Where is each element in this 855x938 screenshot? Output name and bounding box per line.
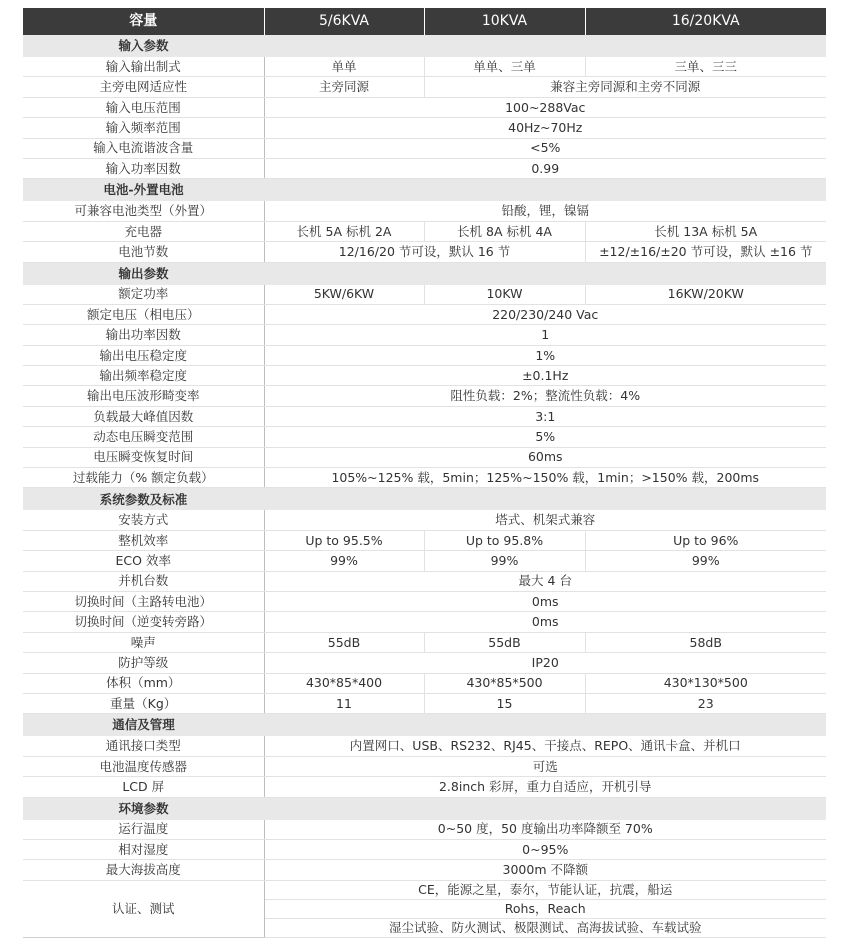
table-row	[23, 158, 826, 178]
row-value: 99%	[585, 551, 826, 571]
row-label: 安装方式	[23, 510, 264, 530]
row-value: 兼容主旁同源和主旁不同源	[424, 77, 826, 97]
row-value: Up to 96%	[585, 530, 826, 550]
row-value: 塔式、机架式兼容	[264, 510, 826, 530]
row-label: ECO 效率	[23, 551, 264, 571]
table-row	[23, 653, 826, 673]
row-label: 切换时间（逆变转旁路）	[23, 612, 264, 632]
table-row	[23, 571, 826, 591]
cert-line: CE，能源之星，泰尔，节能认证，抗震，船运	[264, 880, 826, 899]
row-value: ±12/±16/±20 节可设，默认 ±16 节	[585, 242, 826, 262]
row-label: 运行温度	[23, 820, 264, 840]
table-row	[23, 201, 826, 221]
table-row	[23, 820, 826, 840]
row-value: 0~95%	[264, 839, 826, 859]
row-value: 0~50 度，50 度输出功率降额至 70%	[264, 820, 826, 840]
row-value: Up to 95.8%	[424, 530, 585, 550]
table-header	[23, 8, 826, 35]
row-value: 5KW/6KW	[264, 285, 424, 305]
row-label: 输出功率因数	[23, 325, 264, 345]
table-row	[23, 304, 826, 324]
table-row	[23, 427, 826, 447]
row-value: 15	[424, 693, 585, 713]
row-label: 过载能力（% 额定负载）	[23, 468, 264, 488]
header-model-5-6kva: 5/6KVA	[264, 8, 424, 35]
row-value: 主旁同源	[264, 77, 424, 97]
table-row	[23, 447, 826, 467]
row-value: 430*85*500	[424, 673, 585, 693]
table-body	[23, 35, 826, 937]
row-value: 单单	[264, 57, 424, 77]
row-value: 可选	[264, 756, 826, 776]
row-label: 输入输出制式	[23, 57, 264, 77]
cert-label: 认证、测试	[23, 880, 264, 937]
table-row	[23, 345, 826, 365]
row-label: 最大海拔高度	[23, 860, 264, 880]
header-row	[23, 8, 826, 35]
row-label: 充电器	[23, 221, 264, 241]
table-row	[23, 97, 826, 117]
section-header	[23, 262, 826, 285]
header-model-10kva: 10KVA	[424, 8, 585, 35]
row-value: 40Hz~70Hz	[264, 118, 826, 138]
row-value: 430*85*400	[264, 673, 424, 693]
row-value: 220/230/240 Vac	[264, 304, 826, 324]
row-label: 输出电压稳定度	[23, 345, 264, 365]
table-row	[23, 366, 826, 386]
section-title: 通信及管理	[23, 714, 264, 737]
table-row	[23, 632, 826, 652]
section-fill	[264, 179, 826, 202]
table-row	[23, 612, 826, 632]
row-value: 铅酸，锂，镍镉	[264, 201, 826, 221]
row-value: 430*130*500	[585, 673, 826, 693]
row-value: 100~288Vac	[264, 97, 826, 117]
table-row	[23, 510, 826, 530]
row-value: 16KW/20KW	[585, 285, 826, 305]
section-title: 系统参数及标准	[23, 488, 264, 511]
table-row	[23, 551, 826, 571]
row-value: 2.8inch 彩屏，重力自适应，开机引导	[264, 777, 826, 797]
row-value: 55dB	[424, 632, 585, 652]
row-value: 阻性负载：2%；整流性负载：4%	[264, 386, 826, 406]
table-row	[23, 693, 826, 713]
table-row	[23, 530, 826, 550]
row-label: 通讯接口类型	[23, 736, 264, 756]
row-label: 输入电流谐波含量	[23, 138, 264, 158]
row-label: 动态电压瞬变范围	[23, 427, 264, 447]
table-row	[23, 57, 826, 77]
header-model-16-20kva: 16/20KVA	[585, 8, 826, 35]
row-value: 23	[585, 693, 826, 713]
row-label: 相对湿度	[23, 839, 264, 859]
row-value: 长机 5A 标机 2A	[264, 221, 424, 241]
row-value: 长机 8A 标机 4A	[424, 221, 585, 241]
row-label: 输入频率范围	[23, 118, 264, 138]
table-row	[23, 673, 826, 693]
table-row	[23, 386, 826, 406]
row-value: 长机 13A 标机 5A	[585, 221, 826, 241]
row-label: 体积（mm）	[23, 673, 264, 693]
section-fill	[264, 714, 826, 737]
row-label: 主旁电网适应性	[23, 77, 264, 97]
row-value: 0.99	[264, 158, 826, 178]
table-row	[23, 406, 826, 426]
row-label: 噪声	[23, 632, 264, 652]
row-label: 并机台数	[23, 571, 264, 591]
row-label: 输入功率因数	[23, 158, 264, 178]
section-title: 电池-外置电池	[23, 179, 264, 202]
row-value: 10KW	[424, 285, 585, 305]
row-value: 单单、三单	[424, 57, 585, 77]
section-fill	[264, 262, 826, 285]
row-value: 1%	[264, 345, 826, 365]
row-value: 11	[264, 693, 424, 713]
row-value: 内置网口、USB、RS232、RJ45、干接点、REPO、通讯卡盒、并机口	[264, 736, 826, 756]
spec-table	[23, 8, 826, 938]
row-value: 3000m 不降额	[264, 860, 826, 880]
section-title: 环境参数	[23, 797, 264, 820]
row-value: ±0.1Hz	[264, 366, 826, 386]
row-label: 额定功率	[23, 285, 264, 305]
row-label: 防护等级	[23, 653, 264, 673]
row-label: 负载最大峰值因数	[23, 406, 264, 426]
row-value: 三单、三三	[585, 57, 826, 77]
table-row	[23, 285, 826, 305]
table-row	[23, 77, 826, 97]
section-title: 输入参数	[23, 35, 264, 57]
table-row	[23, 468, 826, 488]
cert-line: 湿尘试验、防火测试、极限测试、高海拔试验、车载试验	[264, 918, 826, 937]
section-header	[23, 714, 826, 737]
row-label: 输出频率稳定度	[23, 366, 264, 386]
table-row	[23, 777, 826, 797]
row-value: 0ms	[264, 612, 826, 632]
row-value: 12/16/20 节可设，默认 16 节	[264, 242, 585, 262]
row-value: <5%	[264, 138, 826, 158]
row-label: 切换时间（主路转电池）	[23, 591, 264, 611]
row-label: 输入电压范围	[23, 97, 264, 117]
section-fill	[264, 797, 826, 820]
row-value: 105%~125% 载，5min；125%~150% 载，1min；>150% 载，200ms	[264, 468, 826, 488]
row-value: 58dB	[585, 632, 826, 652]
table-row	[23, 325, 826, 345]
row-value: 最大 4 台	[264, 571, 826, 591]
row-value: 99%	[424, 551, 585, 571]
section-header	[23, 179, 826, 202]
section-header	[23, 797, 826, 820]
section-header	[23, 488, 826, 511]
row-value: 60ms	[264, 447, 826, 467]
section-header	[23, 35, 826, 57]
row-value: 1	[264, 325, 826, 345]
row-label: 整机效率	[23, 530, 264, 550]
section-title: 输出参数	[23, 262, 264, 285]
table-row	[23, 839, 826, 859]
row-value: 3:1	[264, 406, 826, 426]
row-label: 电压瞬变恢复时间	[23, 447, 264, 467]
section-fill	[264, 488, 826, 511]
table-row	[23, 118, 826, 138]
row-label: LCD 屏	[23, 777, 264, 797]
row-label: 电池节数	[23, 242, 264, 262]
table-row	[23, 736, 826, 756]
table-row	[23, 756, 826, 776]
table-row	[23, 242, 826, 262]
row-value: IP20	[264, 653, 826, 673]
row-value: 55dB	[264, 632, 424, 652]
row-label: 输出电压波形畸变率	[23, 386, 264, 406]
table-row	[23, 591, 826, 611]
table-row	[23, 221, 826, 241]
cert-row	[23, 880, 826, 899]
row-label: 电池温度传感器	[23, 756, 264, 776]
row-value: 0ms	[264, 591, 826, 611]
row-value: 5%	[264, 427, 826, 447]
row-value: Up to 95.5%	[264, 530, 424, 550]
header-capacity: 容量	[23, 8, 264, 35]
row-value: 99%	[264, 551, 424, 571]
row-label: 重量（Kg）	[23, 693, 264, 713]
row-label: 额定电压（相电压）	[23, 304, 264, 324]
cert-line: Rohs，Reach	[264, 899, 826, 918]
table-row	[23, 860, 826, 880]
section-fill	[264, 35, 826, 57]
row-label: 可兼容电池类型（外置）	[23, 201, 264, 221]
table-row	[23, 138, 826, 158]
